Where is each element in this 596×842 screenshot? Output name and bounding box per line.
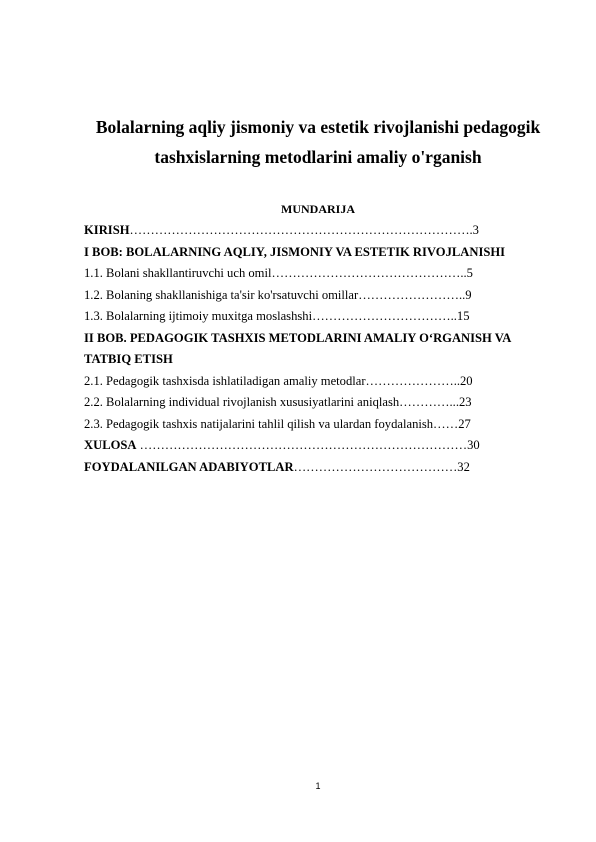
toc-entry-1-1: 1.1. Bolani shakllantiruvchi uch omil………………………………………..5	[84, 266, 473, 280]
toc-entry-2-1: 2.1. Pedagogik tashxisda ishlatiladigan amaliy metodlar…………………..20	[84, 373, 473, 388]
toc-entry-xulosa	[84, 435, 554, 457]
toc-entry-xulosa-label: XULOSA	[84, 438, 137, 452]
toc-chapter-2-heading: II BOB. PEDAGOGIK TASHXIS METODLARINI AMALIY O‘RGANISH VA TATBIQ ETISH	[84, 330, 511, 366]
toc-entry-1-3: 1.3. Bolalarning ijtimoiy muxitga moslashshi……………………………..15	[84, 309, 470, 323]
toc-entry-1-2: 1.2. Bolaning shakllanishiga ta'sir ko'rsatuvchi omillar……………………..9	[84, 287, 472, 302]
toc-entry-2-3: 2.3. Pedagogik tashxis natijalarini tahlil qilish va ulardan foydalanish……27	[84, 416, 471, 431]
toc-chapter-1-heading: I BOB: BOLALARNING AQLIY, JISMONIY VA ESTETIK RIVOJLANISHI	[84, 244, 506, 259]
toc-entry-2-2: 2.2. Bolalarning individual rivojlanish xususiyatlarini aniqlash…………...23	[84, 395, 472, 409]
title-line-1: Bolalarning aqliy jismoniy va estetik rivojlanishi pedagogik	[95, 117, 541, 137]
page-number: 1	[315, 781, 321, 791]
toc-heading: MUNDARIJA	[281, 202, 355, 216]
toc-entry-kirish-leader: ……………………………………………………………………….3	[129, 223, 479, 237]
toc-entry-kirish-label: KIRISH	[84, 223, 130, 237]
toc-entry-bibliography-label: FOYDALANILGAN ADABIYOTLAR	[84, 459, 294, 474]
toc-entry-bibliography	[84, 457, 554, 479]
title-line-2: tashxislarning metodlarini amaliy o'rganish	[154, 147, 482, 167]
toc-entry-xulosa-leader: ……………………………………………………………………30	[136, 438, 480, 452]
document-title	[60, 112, 576, 172]
table-of-contents	[84, 220, 554, 478]
toc-entry-bibliography-leader: …………………………………32	[293, 459, 470, 474]
toc-entry-kirish	[84, 220, 554, 242]
